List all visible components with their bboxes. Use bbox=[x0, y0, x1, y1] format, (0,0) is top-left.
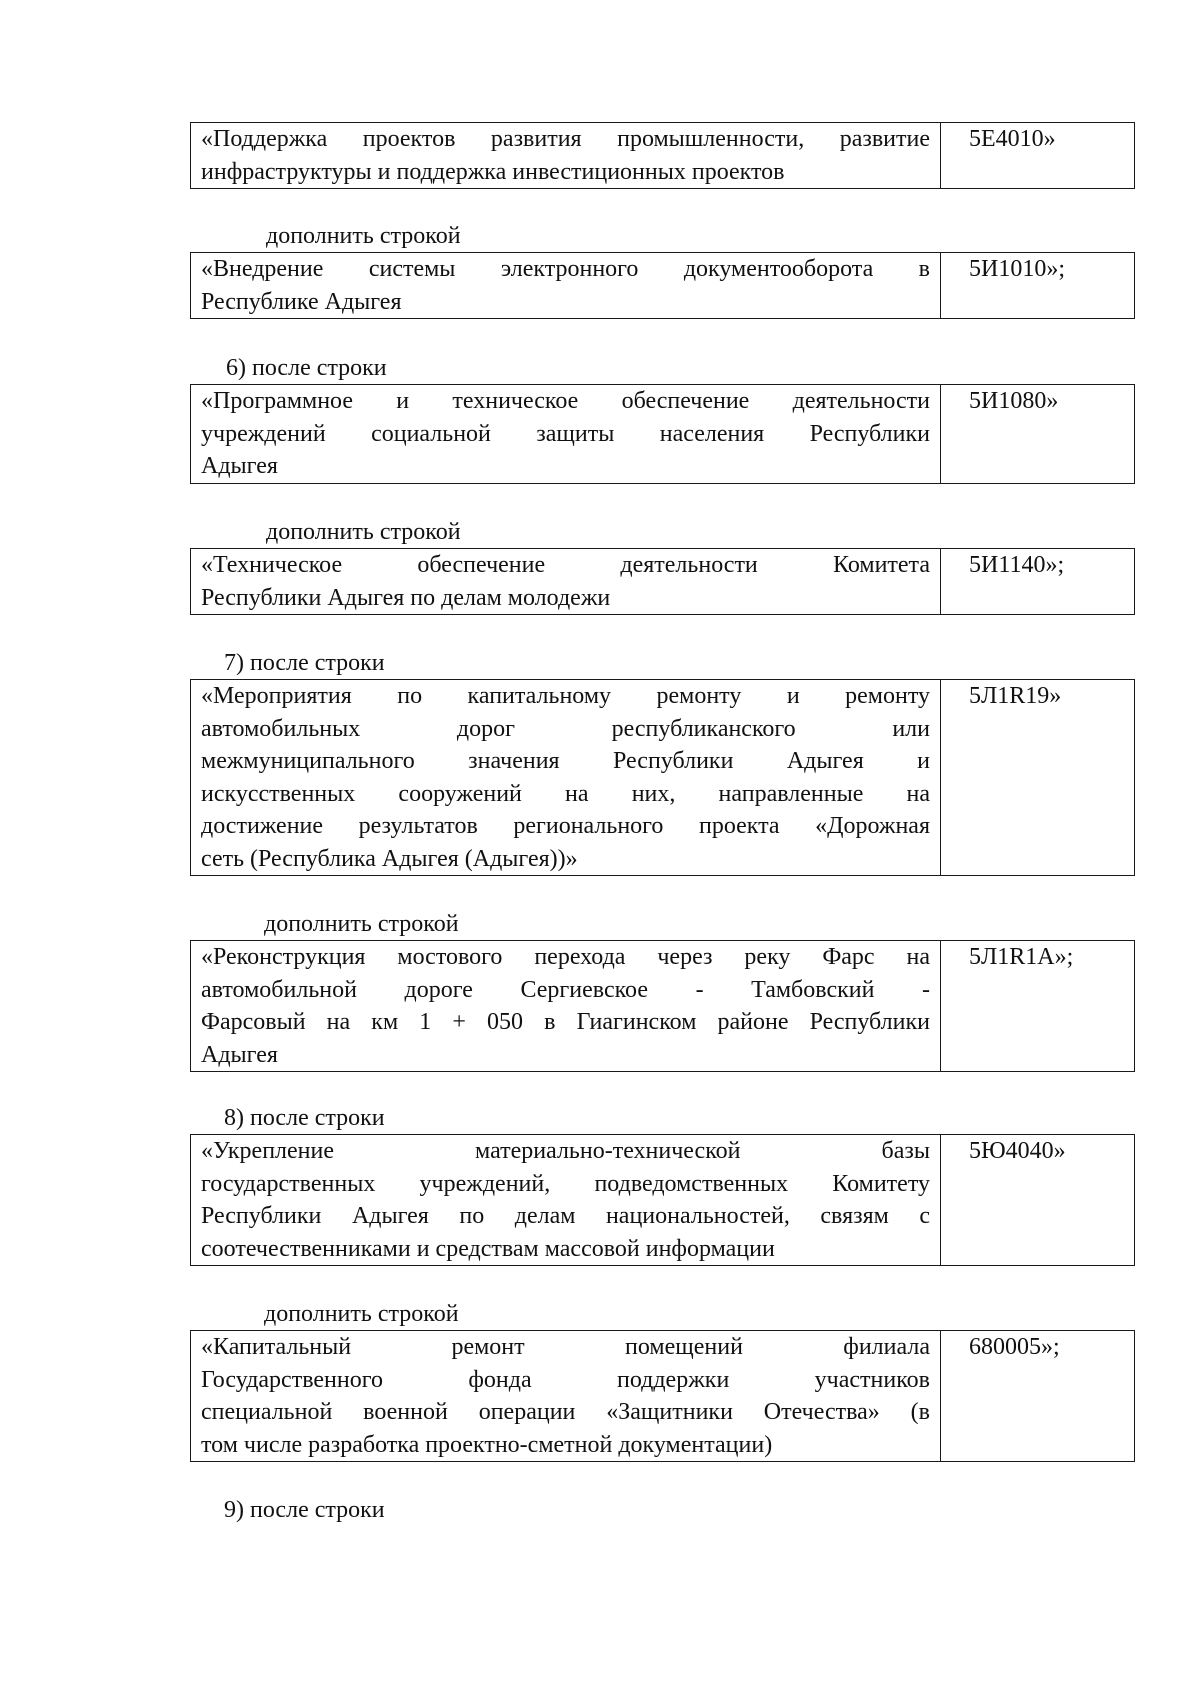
row-code-cell: 680005»; bbox=[941, 1331, 1135, 1462]
text-line: соотечественниками и средствам массовой информации bbox=[201, 1235, 775, 1262]
text-line: «Капитальный ремонт помещений филиала bbox=[201, 1334, 930, 1360]
text-line: «Реконструкция мостового перехода через реку Фарс на bbox=[201, 944, 930, 970]
row-text-cell bbox=[191, 941, 941, 1072]
table-row bbox=[191, 680, 1135, 876]
amendment-table-3 bbox=[190, 548, 1135, 615]
amendment-table-2 bbox=[190, 384, 1135, 484]
text-line: специальной военной операции «Защитники Отечества» (в bbox=[201, 1399, 930, 1425]
row-text-cell bbox=[191, 1331, 941, 1462]
row-text-cell bbox=[191, 123, 941, 189]
row-code-cell: 5И1080» bbox=[941, 385, 1135, 484]
table-row bbox=[191, 549, 1135, 615]
text-line: Адыгея bbox=[201, 453, 278, 479]
text-line: Государственного фонда поддержки участников bbox=[201, 1366, 930, 1393]
row-text-cell bbox=[191, 680, 941, 876]
amendment-table-7 bbox=[190, 1330, 1135, 1462]
text-line: том числе разработка проектно-сметной документации) bbox=[201, 1431, 773, 1458]
section-label: 7) после строки bbox=[224, 650, 385, 676]
text-line: Фарсовый на км 1 + 050 в Гиагинском районе Республики bbox=[201, 1009, 930, 1035]
text-line: сеть (Республика Адыгея (Адыгея))» bbox=[201, 845, 578, 872]
text-line: государственных учреждений, подведомственных Комитету bbox=[201, 1170, 930, 1197]
section-label: 6) после строки bbox=[226, 355, 387, 381]
section-label: дополнить строкой bbox=[266, 519, 461, 545]
text-line: искусственных сооружений на них, направленные на bbox=[201, 780, 930, 807]
text-line: Республике Адыгея bbox=[201, 288, 402, 315]
table-row bbox=[191, 1331, 1135, 1462]
section-label: дополнить строкой bbox=[266, 223, 461, 249]
row-code-cell: 5И1010»; bbox=[941, 253, 1135, 319]
text-line: межмуниципального значения Республики Адыгея и bbox=[201, 748, 930, 774]
text-line: Республики Адыгея по делам молодежи bbox=[201, 584, 611, 611]
row-text-cell bbox=[191, 253, 941, 319]
text-line: «Укрепление материально-технической базы bbox=[201, 1138, 930, 1164]
text-line: достижение результатов регионального проекта «Дорожная bbox=[201, 813, 930, 839]
section-label: 8) после строки bbox=[224, 1105, 385, 1131]
section-label: дополнить строкой bbox=[264, 1301, 459, 1327]
text-line: автомобильной дороге Сергиевское - Тамбовский - bbox=[201, 976, 930, 1003]
row-text-cell bbox=[191, 1135, 941, 1266]
text-line: учреждений социальной защиты населения Республики bbox=[201, 420, 930, 447]
row-text-cell bbox=[191, 549, 941, 615]
closing-section-label: 9) после строки bbox=[224, 1497, 385, 1523]
text-line: «Внедрение системы электронного документооборота в bbox=[201, 256, 930, 282]
text-line: Республики Адыгея по делам национальностей, связям с bbox=[201, 1203, 930, 1229]
table-row bbox=[191, 385, 1135, 484]
text-line: «Программное и техническое обеспечение деятельности bbox=[201, 388, 930, 414]
text-line: автомобильных дорог республиканского или bbox=[201, 715, 930, 742]
row-code-cell: 5Л1R1А»; bbox=[941, 941, 1135, 1072]
table-row bbox=[191, 253, 1135, 319]
table-row bbox=[191, 123, 1135, 189]
text-line: «Мероприятия по капитальному ремонту и ремонту bbox=[201, 683, 930, 709]
text-line: «Поддержка проектов развития промышленности, развитие bbox=[201, 126, 930, 152]
amendment-table-4 bbox=[190, 679, 1135, 876]
row-code-cell: 5Е4010» bbox=[941, 123, 1135, 189]
text-line: инфраструктуры и поддержка инвестиционных проектов bbox=[201, 158, 785, 185]
text-line: Адыгея bbox=[201, 1041, 278, 1068]
row-code-cell: 5Л1R19» bbox=[941, 680, 1135, 876]
row-code-cell: 5Ю4040» bbox=[941, 1135, 1135, 1266]
section-label: дополнить строкой bbox=[264, 911, 459, 937]
text-line: «Техническое обеспечение деятельности Комитета bbox=[201, 552, 930, 578]
amendment-table-6 bbox=[190, 1134, 1135, 1266]
amendment-table-1 bbox=[190, 252, 1135, 319]
amendment-table-5 bbox=[190, 940, 1135, 1072]
row-text-cell bbox=[191, 385, 941, 484]
row-code-cell: 5И1140»; bbox=[941, 549, 1135, 615]
table-row bbox=[191, 941, 1135, 1072]
amendment-table-0 bbox=[190, 122, 1135, 189]
table-row bbox=[191, 1135, 1135, 1266]
